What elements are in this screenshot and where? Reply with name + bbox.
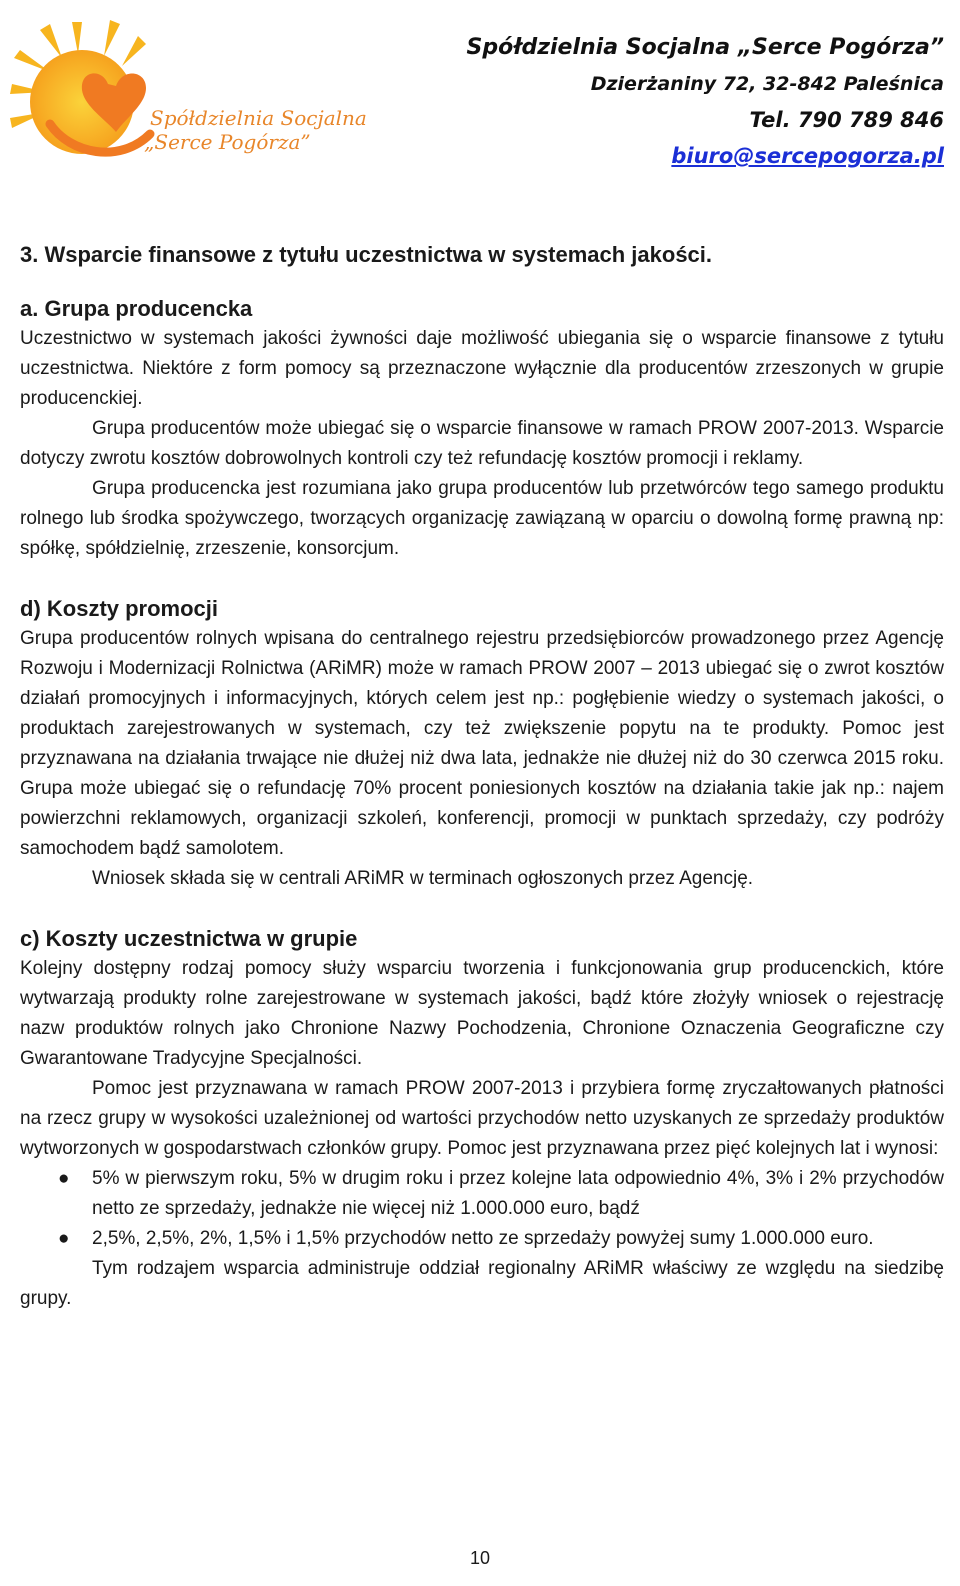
email-link[interactable]: biuro@sercepogorza.pl	[671, 144, 944, 168]
bullet-icon: ●	[58, 1228, 70, 1249]
subsection-a-title: a. Grupa producencka	[20, 296, 253, 321]
bullet-list	[20, 1164, 944, 1254]
paragraph: Grupa producentów rolnych wpisana do centralnego rejestru przedsiębiorców prowadzonego przez Agencję Rozwoju i Modernizacji Rolnictwa (ARiMR) może w ramach PROW 2007 – 2013 ubiegać się o zwrot kosztów działań promocyjnych i informacyjnych, których celem jest np.: pogłębienie wiedzy o systemach jakości, o produktach zarejestrowanych w systemach, czy też zwiększenie popytu na te produkty. Pomoc jest przyznawana na działania trwające nie dłużej niż dwa lata, jednakże nie dłużej niż do 30 czerwca 2015 roku. Grupa może ubiegać się o refundację 70% procent poniesionych kosztów na działania takie jak np.: najem powierzchni reklamowych, organizacji szkoleń, konferencji, promocji w punktach sprzedaży, czy podróży samochodem bądź samolotem.	[20, 628, 944, 859]
address: Dzierżaniny 72, 32-842 Paleśnica	[590, 73, 944, 95]
paragraph: Grupa producentów może ubiegać się o wsparcie finansowe w ramach PROW 2007-2013. Wsparcie dotyczy zwrotu kosztów dobrowolnych kontroli czy też refundację kosztów promocji i reklamy.	[20, 418, 944, 469]
org-name: Spółdzielnia Socjalna „Serce Pogórza”	[466, 35, 944, 60]
paragraph: Pomoc jest przyznawana w ramach PROW 2007-2013 i przybiera formę zryczałtowanych płatności na rzecz grupy w wysokości uzależnionej od wartości przychodów netto uzyskanych ze sprzedaży produktów wytworzonych w gospodarstwach członków grupy. Pomoc jest przyznawana przez pięć kolejnych lat i wynosi:	[20, 1078, 944, 1159]
paragraph: Grupa producencka jest rozumiana jako grupa producentów lub przetwórców tego samego produktu rolnego lub środka spożywczego, tworzących organizację zawiązaną w oparciu o dowolną formę prawną np: spółkę, spółdzielnię, zrzeszenie, konsorcjum.	[20, 478, 944, 559]
logo-text-line2: „Serce Pogórza”	[144, 130, 311, 154]
paragraph: Kolejny dostępny rodzaj pomocy służy wsparciu tworzenia i funkcjonowania grup producenckich, które wytwarzają produkty rolne zarejestrowane w systemach jakości, bądź które złożyły wniosek o rejestrację nazw produktów rolnych jako Chronione Nazwy Pochodzenia, Chronione Oznaczenia Geograficzne czy Gwarantowane Tradycyjne Specjalności.	[20, 958, 944, 1069]
logo-text	[144, 106, 367, 154]
list-item: ● 2,5%, 2,5%, 2%, 1,5% i 1,5% przychodów netto ze sprzedaży powyżej sumy 1.000.000 euro.	[20, 1224, 944, 1254]
contact-block	[467, 30, 945, 174]
paragraph: Uczestnictwo w systemach jakości żywności daje możliwość ubiegania się o wsparcie finansowe z tytułu uczestnictwa. Niektóre z form pomocy są przeznaczone wyłącznie dla producentów zrzeszonych w grupie producenckiej.	[20, 328, 944, 409]
letterhead	[0, 0, 960, 190]
list-item: ● 5% w pierwszym roku, 5% w drugim roku i przez kolejne lata odpowiednio 4%, 3% i 2% przychodów netto ze sprzedaży, jednakże nie więcej niż 1.000.000 euro, bądź	[20, 1164, 944, 1224]
page-number: 10	[469, 1548, 491, 1568]
paragraph: Wniosek składa się w centrali ARiMR w terminach ogłoszonych przez Agencję.	[92, 868, 754, 889]
document-body	[20, 240, 944, 1314]
phone: Tel. 790 789 846	[749, 108, 944, 132]
section-title: 3. Wsparcie finansowe z tytułu uczestnictwa w systemach jakości.	[20, 242, 713, 267]
subsection-c-title: c) Koszty uczestnictwa w grupie	[20, 926, 358, 951]
logo-text-line1: Spółdzielnia Socjalna	[150, 106, 367, 130]
subsection-d-title: d) Koszty promocji	[20, 596, 219, 621]
paragraph: Tym rodzajem wsparcia administruje oddział regionalny ARiMR właściwy ze względu na siedzibę grupy.	[20, 1258, 944, 1309]
bullet-icon: ●	[58, 1168, 70, 1189]
